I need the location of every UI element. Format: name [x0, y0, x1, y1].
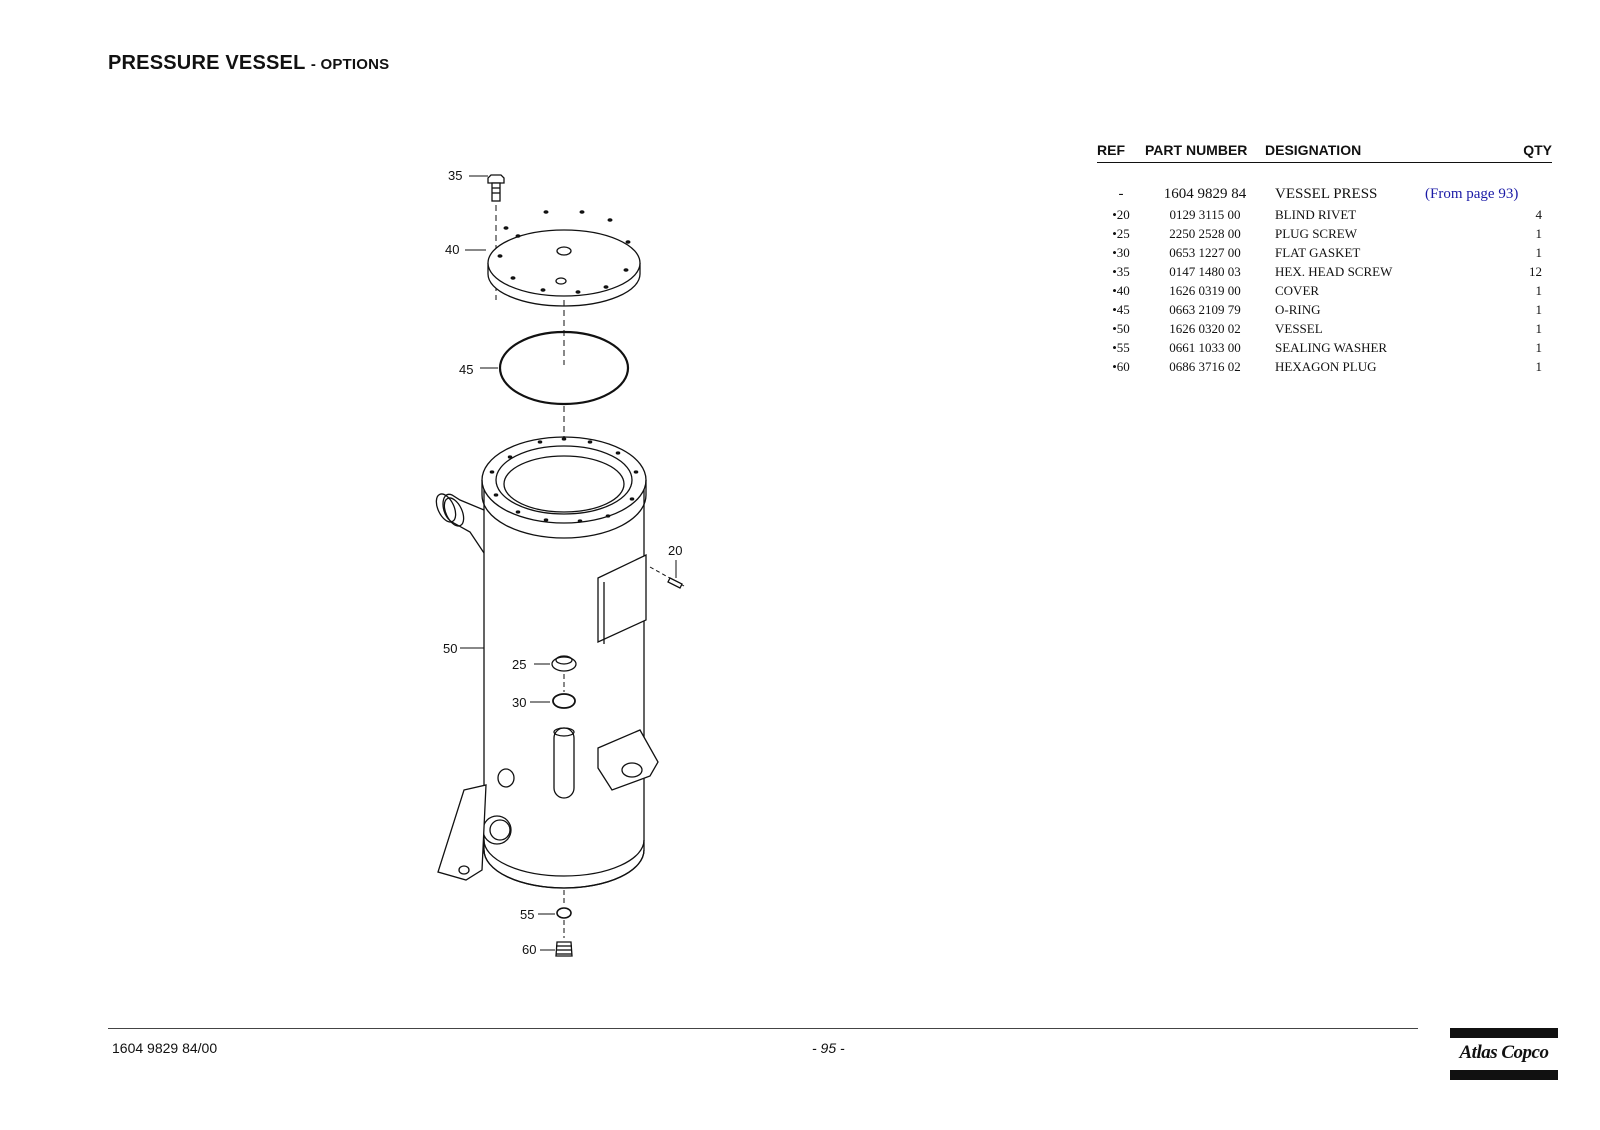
row-part-number: 0663 2109 79 [1169, 301, 1241, 317]
assembly-part-number: 1604 9829 84 [1163, 185, 1247, 202]
page-title-sub: - OPTIONS [310, 56, 390, 73]
callout-40: 40 [445, 242, 460, 257]
exploded-view-diagram [400, 150, 720, 990]
logo-wordmark: Atlas Copco [1459, 1042, 1549, 1063]
row-part-number: 2250 2528 00 [1169, 225, 1241, 241]
row-designation: BLIND RIVET [1275, 206, 1357, 222]
callout-20: 20 [668, 543, 683, 558]
callout-30: 30 [512, 695, 527, 710]
logo-bar-bottom [1450, 1070, 1558, 1080]
table-row [1097, 300, 1552, 319]
column-part-number: PART NUMBER [1145, 142, 1265, 163]
parts-table-header [1097, 142, 1552, 163]
table-row [1097, 243, 1552, 262]
row-ref: •55 [1112, 339, 1130, 355]
assembly-row [1097, 183, 1552, 205]
row-qty: 1 [1535, 244, 1542, 260]
row-designation: COVER [1275, 282, 1320, 298]
row-ref: •20 [1112, 206, 1130, 222]
row-part-number: 1626 0320 02 [1169, 320, 1241, 336]
atlas-copco-logo [1450, 1028, 1558, 1082]
callout-45: 45 [459, 362, 474, 377]
row-ref: •35 [1112, 263, 1130, 279]
row-qty: 4 [1535, 206, 1542, 222]
row-ref: •60 [1112, 358, 1130, 374]
table-row [1097, 262, 1552, 281]
table-row [1097, 338, 1552, 357]
callout-60: 60 [522, 942, 537, 957]
callout-55: 55 [520, 907, 535, 922]
column-qty: QTY [1522, 142, 1552, 163]
row-ref: •50 [1112, 320, 1130, 336]
assembly-designation: VESSEL PRESS [1275, 185, 1378, 202]
blind-rivet-part [650, 567, 684, 588]
row-part-number: 0653 1227 00 [1169, 244, 1241, 260]
page-number: - 95 - [812, 1040, 845, 1056]
row-designation: VESSEL [1275, 320, 1323, 336]
row-ref: •25 [1112, 225, 1130, 241]
row-part-number: 0661 1033 00 [1169, 339, 1241, 355]
row-designation: O-RING [1275, 301, 1321, 317]
page-title [108, 52, 389, 75]
row-qty: 12 [1529, 263, 1542, 279]
row-designation: PLUG SCREW [1275, 225, 1357, 241]
row-ref: •30 [1112, 244, 1130, 260]
callout-50: 50 [443, 641, 458, 656]
row-qty: 1 [1535, 225, 1542, 241]
table-row [1097, 357, 1552, 376]
footer-divider [108, 1028, 1418, 1029]
row-designation: SEALING WASHER [1275, 339, 1388, 355]
callout-35: 35 [448, 168, 463, 183]
page-title-main: PRESSURE VESSEL [108, 52, 306, 74]
row-qty: 1 [1535, 301, 1542, 317]
assembly-ref: - [1118, 185, 1124, 202]
from-page-link[interactable]: (From page 93) [1425, 185, 1519, 202]
column-designation: DESIGNATION [1265, 142, 1425, 163]
vessel-part [432, 437, 658, 888]
table-row [1097, 205, 1552, 224]
row-ref: •45 [1112, 301, 1130, 317]
column-ref: REF [1097, 142, 1145, 163]
row-ref: •40 [1112, 282, 1130, 298]
hex-head-screw-part [488, 175, 504, 201]
table-row [1097, 319, 1552, 338]
logo-bar-top [1450, 1028, 1558, 1038]
table-row [1097, 281, 1552, 300]
row-part-number: 0686 3716 02 [1169, 358, 1241, 374]
row-part-number: 0129 3115 00 [1169, 206, 1241, 222]
row-qty: 1 [1535, 339, 1542, 355]
sealing-washer-part [557, 908, 571, 918]
row-qty: 1 [1535, 320, 1542, 336]
row-designation: HEXAGON PLUG [1275, 358, 1377, 374]
document-number: 1604 9829 84/00 [112, 1040, 218, 1056]
row-designation: FLAT GASKET [1275, 244, 1361, 260]
parts-table [1097, 142, 1552, 376]
row-qty: 1 [1535, 282, 1542, 298]
row-part-number: 1626 0319 00 [1169, 282, 1241, 298]
cover-part [488, 210, 640, 306]
table-row [1097, 224, 1552, 243]
hexagon-plug-part [556, 942, 572, 956]
row-qty: 1 [1535, 358, 1542, 374]
row-part-number: 0147 1480 03 [1169, 263, 1241, 279]
callout-25: 25 [512, 657, 527, 672]
row-designation: HEX. HEAD SCREW [1275, 263, 1393, 279]
